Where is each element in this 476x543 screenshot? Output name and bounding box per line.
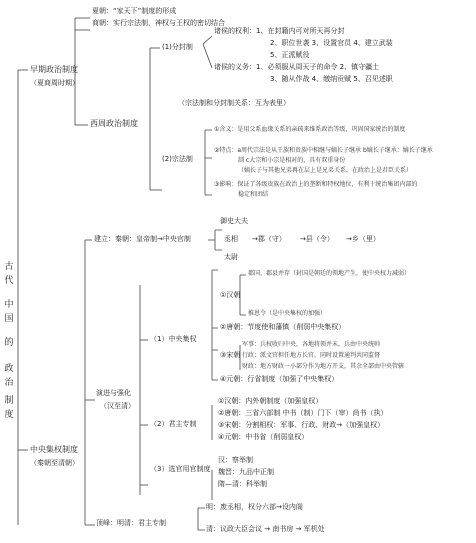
monarchy-label: （2）君主专制 — [150, 420, 197, 428]
cp-song: ③宋朝 — [220, 351, 241, 359]
selection-suiqing: 隋—清：科举制 — [218, 480, 267, 488]
selection-label: （3）选官用官制度 — [150, 465, 211, 473]
fenfeng-label: (1)分封制 — [162, 43, 193, 51]
peak-label: 顶峰：明清：君主专制 — [96, 519, 166, 527]
cp-han-b: 推恩令（是中央集权的加强） — [248, 310, 327, 317]
zongfa-impact2: 稳定和团结 — [238, 191, 269, 198]
root-title-4: 政治 — [4, 364, 14, 388]
wz-relation: （宗法制和分封制关系：互为表里） — [178, 99, 290, 107]
minister-yushi: 御史大夫 — [220, 217, 248, 225]
fenfeng-duties2: 3、随从作战 4、缴纳贡赋 5、召见述职 — [270, 75, 393, 83]
central-power-label: （1）中央集权 — [150, 335, 197, 343]
selection-han: 汉：察举制 — [218, 456, 253, 464]
zongfa-impact: ③影响：保证了各级贵族在政治上的垄断和特权地位，有利于统治集团内部的 — [214, 181, 418, 188]
monarchy-yuan: ④元朝：中书省（削弱皇权） — [218, 433, 309, 441]
central-subtitle: （秦朝至清朝） — [30, 459, 79, 467]
early-title: 早期政治制度 — [30, 65, 78, 74]
root-title-1: 古代 — [4, 262, 14, 286]
early-subtitle: （夏商周时期） — [30, 79, 79, 87]
root-title-3: 的 — [4, 338, 14, 348]
peak-ming: 明：废丞相，权分六部→设内阁 — [206, 503, 303, 511]
establish-label: 建立：秦朝：皇帝制→中央官制 — [94, 235, 191, 243]
local-jun: →郡（守） — [252, 235, 286, 243]
zongfa-meaning: ①含义：是用父系血缘关系的亲疏来维系政治等级，巩固国家统治的制度 — [214, 126, 406, 133]
monarchy-song: ③宋朝：分割相权：军事、行政、财政→（加强皇权） — [218, 421, 385, 429]
zongfa-feature2: 制 c大宗和小宗是相对的，具有双重身份 — [238, 157, 346, 164]
zongfa-feature3: （嫡长子与其他兄弟再在层上是兄弟关系，在政治上是君臣关系） — [238, 167, 413, 174]
evolve-label: 演进与强化 — [96, 389, 131, 397]
root-title-2: 中国 — [4, 300, 14, 324]
peak-qing: 清：议政大臣会议 → 南书房 → 军机处 — [206, 525, 325, 533]
early-shang: 商朝：实行宗法制，神权与王权的密切结合 — [92, 19, 225, 27]
fenfeng-rights3: 5、正派赋役 — [270, 51, 310, 59]
wz-title: 西周政治制度 — [90, 119, 138, 128]
monarchy-han: ①汉朝：内外朝制度（加强皇权） — [218, 397, 323, 405]
cp-song-a: 军事：兵权收归中央，各地将领并未，兵由中央统帅 — [242, 341, 381, 348]
cp-yuan: ④元朝：行省制度（加强了中央集权） — [220, 375, 339, 383]
fenfeng-rights: 诸侯的权利：1、在封籍内可对所天再分封 — [214, 27, 345, 35]
local-xiang: →乡（里） — [346, 235, 380, 243]
zongfa-feature: ②特点：a周代宗法是从王族和贵族中相继与嫡长子继承 b嫡长子继承：嫡长子继承 — [214, 147, 433, 154]
local-xian: →县（令） — [300, 235, 334, 243]
fenfeng-duties: 诸侯的义务：1、必须服从周天子的命令 2、镇守疆土 — [214, 63, 380, 71]
minister-taiwei: 太尉 — [224, 253, 238, 261]
cp-song-c: 财政：地方财政一小部分作为地方开支，其余全部由中央管辖 — [242, 363, 405, 370]
monarchy-tang: ②唐朝：三省六部制 中书（制）门下（审）尚书（执） — [218, 409, 388, 417]
cp-han: ①汉朝 — [220, 291, 241, 299]
evolve-sub: （汉至清） — [100, 402, 135, 410]
central-title: 中央集权制度 — [30, 445, 78, 454]
cp-tang: ②唐朝：节度使和藩镇（削弱中央集权） — [220, 323, 346, 331]
zongfa-label: (2)宗法制 — [162, 155, 193, 163]
cp-han-a: 郡国、郡县并存（封国是朝廷的领地产生，使中央权力减弱） — [248, 270, 411, 277]
early-xia: 夏朝：“家天下”制度的形成 — [92, 7, 177, 15]
root-title-5: 制度 — [4, 396, 14, 420]
selection-weijin: 魏晋：九品中正制 — [218, 468, 274, 476]
fenfeng-rights2: 2、职位世袭 3、设置官员 4、建立武装 — [270, 39, 393, 47]
cp-song-b: 行政：派文官担任地方长官，同时设置通判共同监督 — [242, 352, 381, 359]
minister-chengxiang: 丞相 — [224, 235, 238, 243]
